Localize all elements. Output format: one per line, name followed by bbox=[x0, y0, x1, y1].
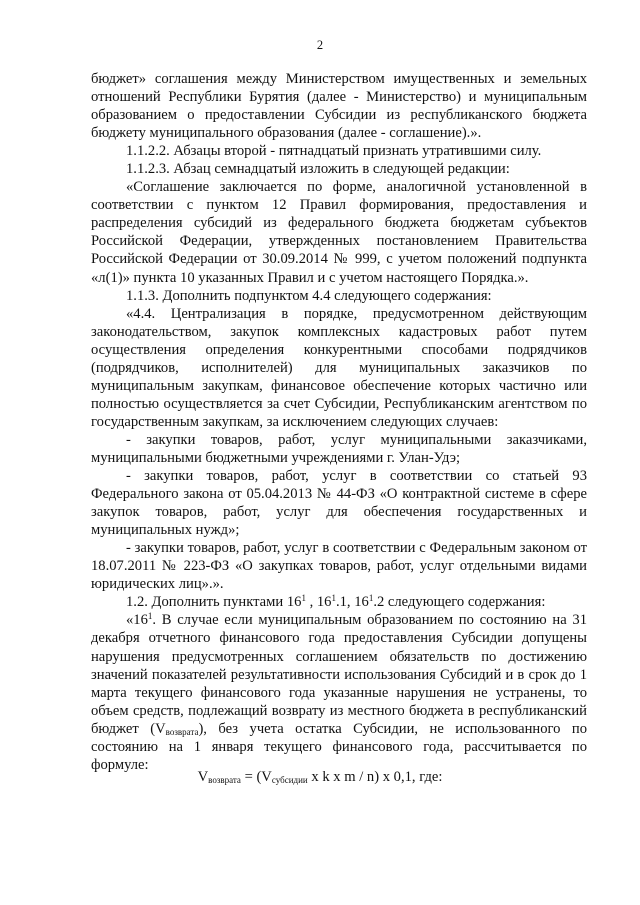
refund-formula: $V_{возврата} = (V_{субсидии}$ x k x m / n) x 0,1, где: bbox=[197, 769, 443, 785]
document-body bbox=[91, 70, 587, 774]
paragraph-1-1-3: 1.1.3. Дополнить подпунктом 4.4 следующего содержания: bbox=[126, 287, 492, 304]
list-item-exception-2: - закупки товаров, работ, услуг в соответствии со статьей 93 Федерального закона от 05.04.2013 № 44-ФЗ «О контрактной системе в сфере закупок товаров, работ, услуг для обеспечения государственных и муниципальных нужд»; bbox=[91, 468, 587, 539]
paragraph-agreement-form: «Соглашение заключается по форме, аналогичной установленной в соответствии с пунктом 12 Правил формирования, предоставления и распределения субсидий из федерального бюджета бюджетам субъектов Российской Федерации, утвержденных постановлением Правительства Российской Федерации от 30.09.2014 № 999, с учетом положений подпункта «л(1)» пункта 10 указанных Правил и с учетом настоящего Порядка.». bbox=[91, 179, 587, 286]
paragraph-1-2: 1.2. Дополнить пунктами $16^1$ , $16^1.1$, $16^1.2$ следующего содержания: bbox=[126, 593, 546, 611]
list-item-exception-1: - закупки товаров, работ, услуг муниципальными заказчиками, муниципальными бюджетными учреждениями г. Улан-Удэ; bbox=[91, 431, 587, 466]
paragraph-4-4: «4.4. Централизация в порядке, предусмотренном действующим законодательством, закупок комплексных кадастровых работ путем осуществления определения конкурентными способами подрядчиков (подрядчиков, исполнителей) для муниципальных заказчиков по муниципальным закупкам, финансовое обеспечение которых частично или полностью осуществляется за счет Субсидии, Республиканским агентством по государственным закупкам, за исключением следующих случаев: bbox=[91, 305, 587, 430]
list-item-exception-3: - закупки товаров, работ, услуг в соответствии с Федеральным законом от 18.07.2011 № 223-ФЗ «О закупках товаров, работ, услуг отдельными видами юридических лиц».». bbox=[91, 540, 587, 593]
page-number: 2 bbox=[316, 38, 324, 52]
paragraph-1-1-2-2: 1.1.2.2. Абзацы второй - пятнадцатый признать утратившими силу. bbox=[126, 143, 542, 160]
paragraph-16-1: «$16^1$. В случае если муниципальным образованием по состоянию на 31 декабря отчетного финансового года предоставления Субсидии допущены нарушения предусмотренных соглашением обязательств по достижению значений показателей результативности использования Субсидий и в срок до 1 марта текущего финансового года указанные нарушения не устранены, то объем средств, подлежащий возврату из местного бюджета в республиканский бюджет $(V_{возврата})$, без учета остатка Субсидии, не использованного по состоянию на 1 января текущего финансового года, рассчитывается по формуле: bbox=[91, 611, 587, 773]
paragraph-agreement-end: бюджет» соглашения между Министерством имущественных и земельных отношений Республики Бурятия (далее - Министерство) и муниципальным образованием о предоставлении Субсидии из республиканского бюджета бюджету муниципального образования (далее - соглашение).». bbox=[91, 71, 587, 142]
paragraph-1-1-2-3: 1.1.2.3. Абзац семнадцатый изложить в следующей редакции: bbox=[126, 161, 510, 178]
